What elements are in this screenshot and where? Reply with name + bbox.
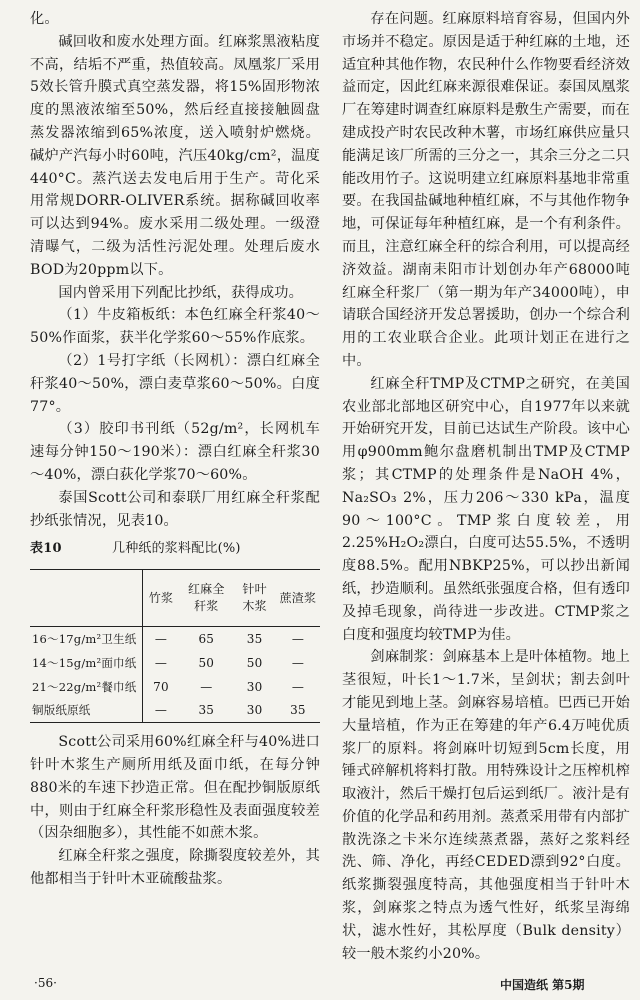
paragraph: 存在问题。红麻原料培育容易，但国内外市场并不稳定。原因是适于种红麻的土地，还适宜种其他作物，农民种什么作物要看经济效益而定，因此红麻来源很难保证。泰国凤凰浆厂在筹建时调查红麻原料是敷生产需要，而在建成投产时农民改种木薯，市场红麻供应量只能满足该厂所需的三分之一，其余三分之二只能改用竹子。这说明建立红麻原料基地非常重要。在我国盐碱地种植红麻，不与其他作物争地，可保证每年种植红麻，是一个有利条件。而且，注意红麻全秆的综合利用，可以提高经济效益。湖南耒阳市计划创办年产68000吨红麻全秆浆厂（第一期为年产34000吨），申请联合国经济开发总署援助，创办一个综合利用的工农业联合企业。此项计划正在进行之中。 xyxy=(342,11,630,369)
ratio-cell: — xyxy=(291,631,305,646)
table-header-cell: 针叶木浆 xyxy=(242,582,267,614)
paragraph: 国内曾采用下列配比抄纸，获得成功。 xyxy=(58,284,303,301)
ratio-cell: 30 xyxy=(246,679,263,694)
paragraph: 泰国Scott公司和泰联厂用红麻全秆浆配抄纸张情况，见表10。 xyxy=(30,489,320,529)
table-caption xyxy=(30,538,320,561)
paper-type-cell: 21～22g/m²餐巾纸 xyxy=(32,679,137,694)
ratio-cell: — xyxy=(142,627,179,651)
ratio-cell: 30 xyxy=(246,703,263,718)
journal-name: 中国造纸 第5期 xyxy=(500,978,585,992)
table-number: 表10 xyxy=(30,541,62,557)
paragraph: 剑麻制浆：剑麻基本上是叶体植物。地上茎很短，叶长1～1.7米，呈剑状；割去剑叶才能见到地上茎。剑麻容易培植。巴西已开始大量培植，作为正在筹建的年产6.4万吨优质浆厂的原料。将剑麻叶切短到5cm长度，用锤式碎解机将料打散。用特殊设计之压榨机榨取液汁，然后干燥打包后运到纸厂。液汁是有价值的化学品和药用剂。蒸煮采用带有内部扩散洗涤之卡米尔连续蒸煮器，蒸好之浆料经洗、筛、净化，再经CEDED漂到92°白度。纸浆撕裂强度特高，其他强度相当于针叶木浆，剑麻浆之特点为透气性好，纸浆呈海绵状，滤水性好，其松厚度（Bulk density）较一般木浆约小20%。 xyxy=(342,649,630,962)
left-column xyxy=(30,8,320,891)
paper-type-cell: 16～17g/m²卫生纸 xyxy=(32,631,137,646)
table-title: 几种纸的浆料配比(%) xyxy=(112,541,241,557)
table-header-cell xyxy=(30,570,142,627)
table-header-cell: 竹浆 xyxy=(142,570,179,627)
ratio-cell: 70 xyxy=(142,675,179,699)
ratio-cell: 35 xyxy=(246,631,263,646)
table-row xyxy=(30,651,320,675)
ratio-cell: — xyxy=(142,699,179,723)
paper-type-cell: 14～15g/m²面巾纸 xyxy=(32,655,137,670)
paragraph: 红麻全秆TMP及CTMP之研究，在美国农业部北部地区研究中心，自1977年以来就开始研究开发，目前已达试生产阶段。该中心用φ900mm鲍尔盘磨机制出TMP及CTMP浆；其CTMP的处理条件是NaOH 4%，Na₂SO₃ 2%，压力206～330 kPa，温度90～100°C。TMP浆白度较差，用2.25%H₂O₂漂白，白度可达55.5%，不透明度88.5%。配用NBKP25%，可以抄出新闻纸，抄造顺利。虽然纸张强度合格，但有透印及掉毛现象，尚待进一步改进。CTMP浆之白度和强度均较TMP为佳。 xyxy=(342,375,630,643)
ratio-table xyxy=(30,569,320,723)
ratio-cell: — xyxy=(291,679,305,694)
ratio-cell: 35 xyxy=(198,703,215,718)
table-body xyxy=(30,627,320,723)
paragraph: （2）1号打字纸（长网机）：漂白红麻全秆浆40～50%，漂白麦草浆60～50%。白度77°。 xyxy=(30,352,320,415)
ratio-cell: — xyxy=(291,655,305,670)
paragraph: Scott公司采用60%红麻全秆与40%进口针叶木浆生产厕所用纸及面巾纸，在每分钟880米的车速下抄造正常。但在配抄铜版原纸中，则由于红麻全秆浆形稳性及表面强度较差（因杂细胞多），其性能不如蔗木浆。 xyxy=(30,734,320,842)
table-header-row xyxy=(30,570,320,627)
left-paragraphs xyxy=(30,8,320,532)
table-header-cell: 蔗渣浆 xyxy=(279,591,317,606)
paragraph: 碱回收和废水处理方面。红麻浆黑液粘度不高，结垢不严重，热值较高。凤凰浆厂采用5效长管升膜式真空蒸发器，将15%固形物浓度的黑液浓缩至50%，然后经直接接触圆盘蒸发器浓缩到65%浓度，送入喷射炉燃烧。碱炉产汽每小时60吨，汽压40kg/cm²，温度440°C。蒸汽送去发电后用于生产。苛化采用常规DORR-OLIVER系统。据称碱回收率可以达到94%。废水采用二级处理。一级澄清曝气，二级为活性污泥处理。处理后废水BOD为20ppm以下。 xyxy=(30,33,320,278)
table-header-cell: 红麻全秆浆 xyxy=(187,582,225,614)
table-row xyxy=(30,627,320,651)
ratio-cell: — xyxy=(142,651,179,675)
table-row xyxy=(30,675,320,699)
right-column xyxy=(342,8,630,965)
ratio-cell: 65 xyxy=(198,631,215,646)
table-row xyxy=(30,699,320,723)
paragraph: （1）牛皮箱板纸：本色红麻全秆浆40～50%作面浆，获半化学浆60～55%作底浆。 xyxy=(30,307,320,347)
ratio-cell: — xyxy=(200,679,213,694)
paper-type-cell: 铜版纸原纸 xyxy=(32,703,91,718)
ratio-cell: 50 xyxy=(198,655,215,670)
right-paragraphs xyxy=(342,8,630,965)
ratio-cell: 35 xyxy=(290,703,306,718)
page-number: ·56· xyxy=(34,976,57,990)
paragraph: 红麻全秆浆之强度，除撕裂度较差外，其他都相当于针叶木亚硫酸盐浆。 xyxy=(30,848,320,887)
paragraph: 化。 xyxy=(30,11,59,27)
left-paragraphs-after xyxy=(30,731,320,891)
paragraph: （3）胶印书刊纸（52g/m²，长网机车速每分钟150～190米）：漂白红麻全秆浆30～40%，漂白荻化学浆70～60%。 xyxy=(30,421,320,483)
ratio-cell: 50 xyxy=(246,655,263,670)
